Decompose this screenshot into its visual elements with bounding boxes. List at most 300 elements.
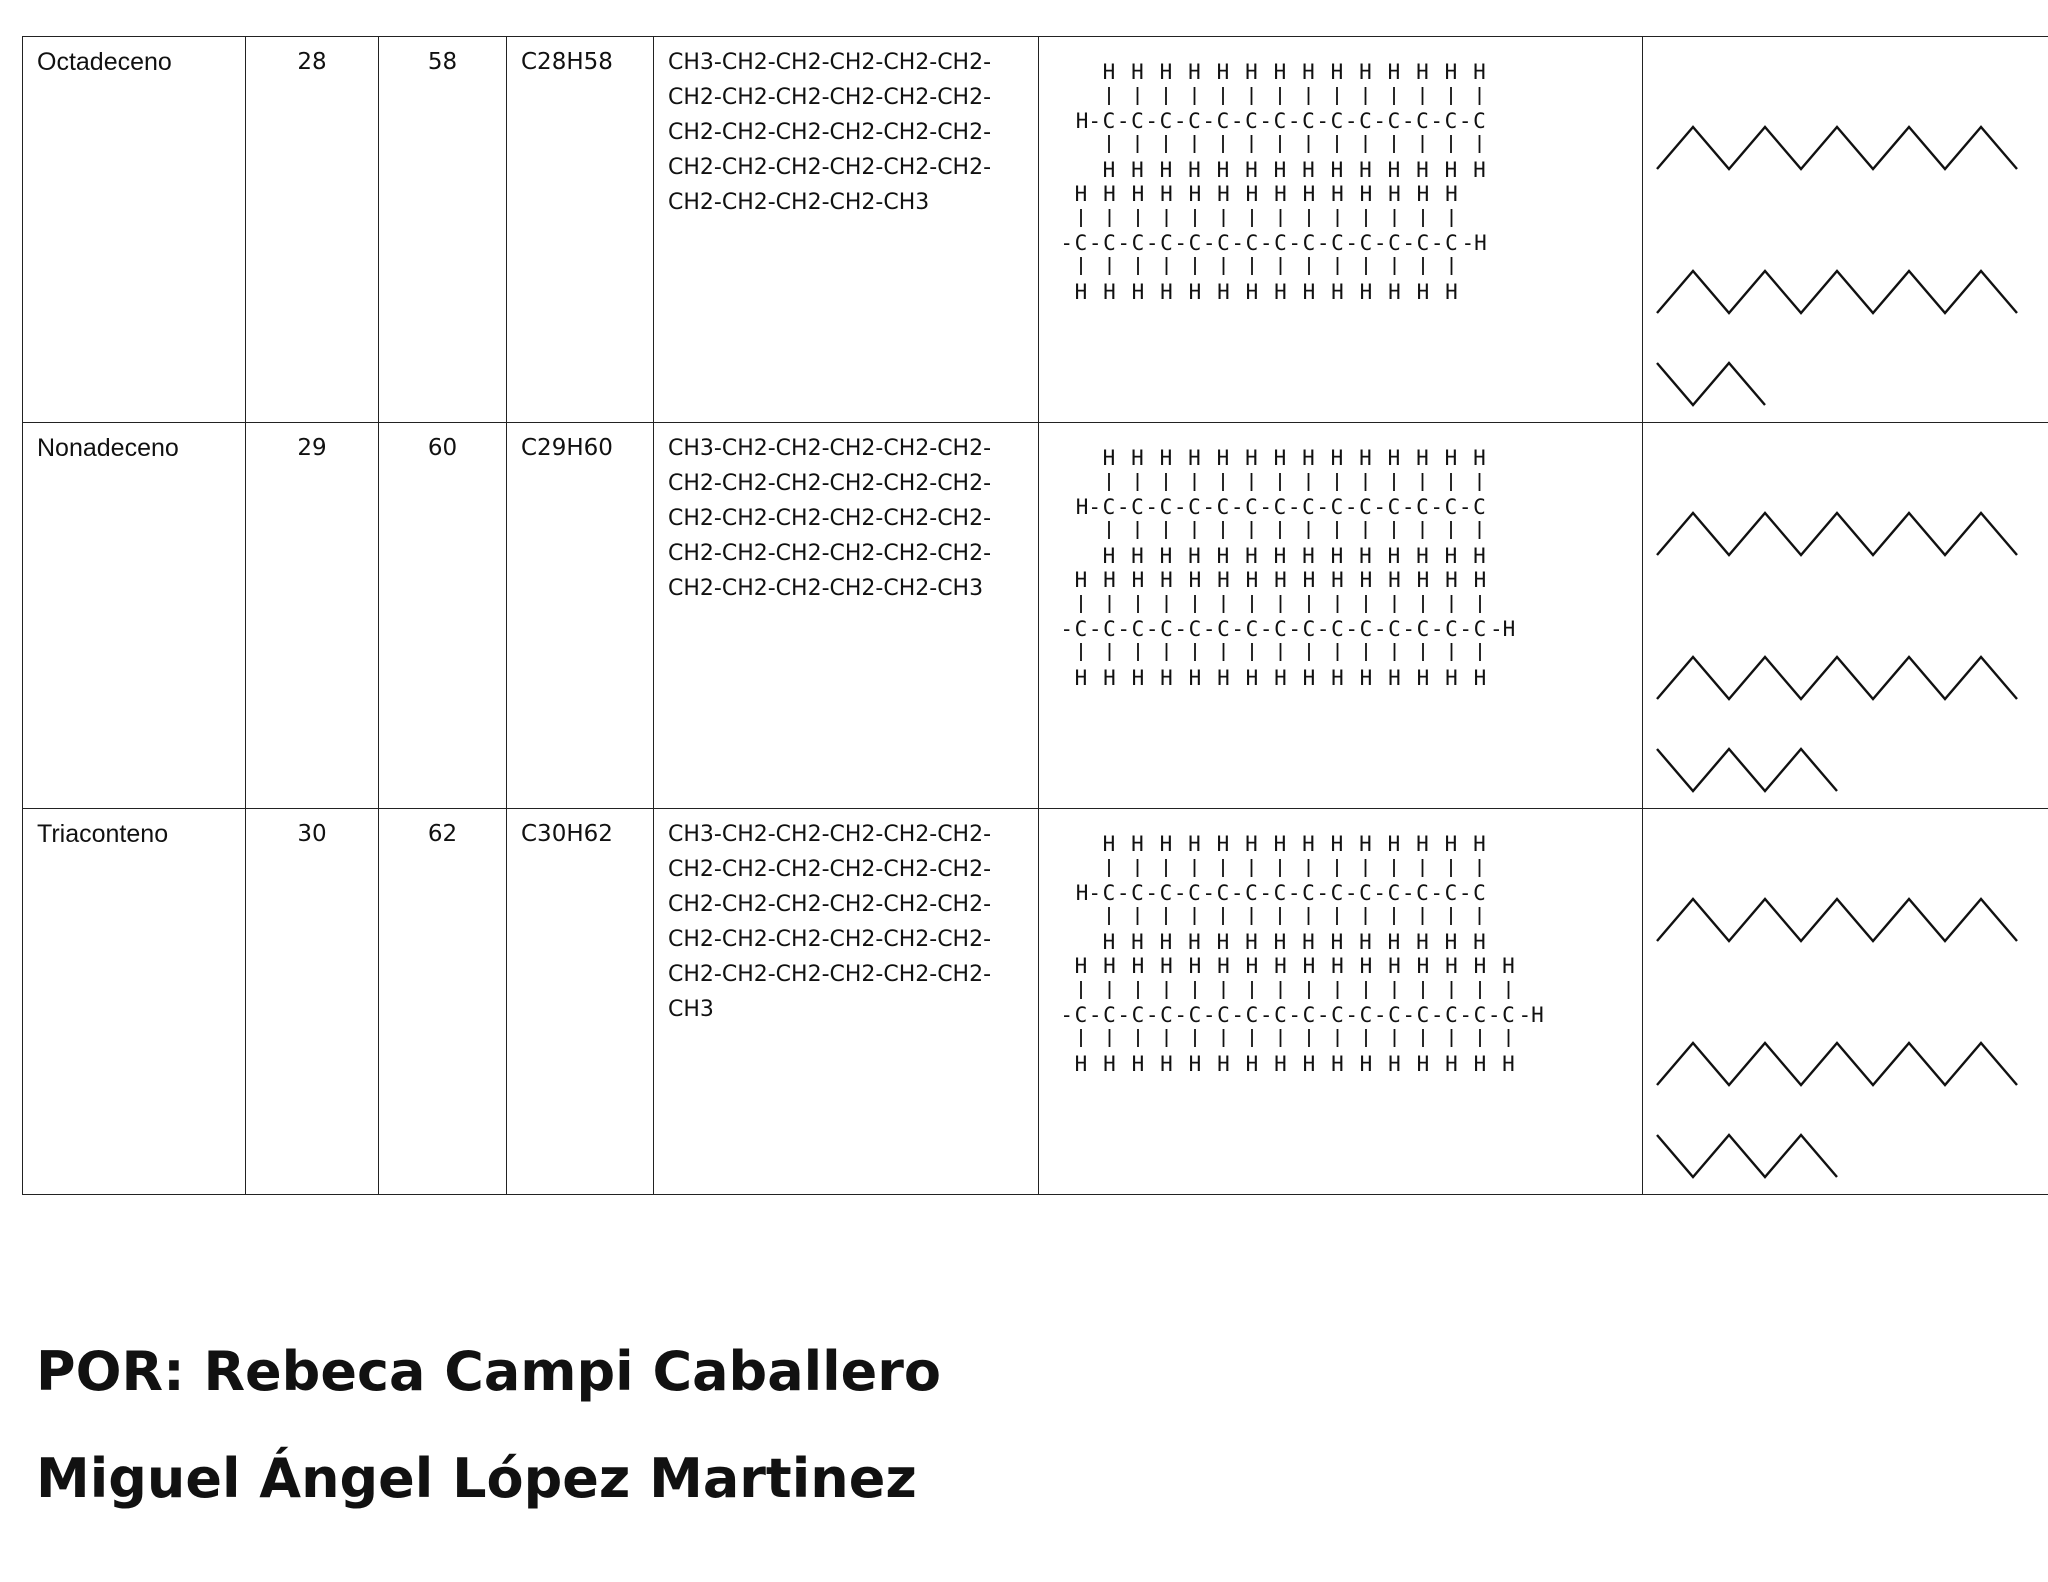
hydrogen-atom: H	[1160, 568, 1173, 592]
hydrogen-count: 62	[427, 821, 458, 847]
carbon-atom: C	[1103, 617, 1116, 641]
carbon-atom: C	[1387, 495, 1401, 519]
carbon-bond: -	[1316, 231, 1330, 255]
hydrogen-atom: H	[1131, 1052, 1145, 1076]
hydrogen-atom: H	[1302, 182, 1316, 206]
carbon-bond: -	[1174, 1003, 1188, 1027]
carbon-bond: -	[1230, 495, 1244, 519]
carbon-atom: C	[1131, 231, 1145, 255]
carbon-atom: C	[1216, 495, 1230, 519]
carbon-atom: C	[1330, 881, 1344, 905]
hydrogen-atom: H	[1416, 930, 1429, 954]
hydrogen-atom: H	[1331, 954, 1344, 978]
hydrogen-atom: H	[1245, 158, 1258, 182]
carbon-bond: -	[1459, 1003, 1473, 1027]
hydrogen-atom: H	[1273, 158, 1287, 182]
hydrogen-atom: H	[1216, 158, 1230, 182]
molecular-formula: C29H60	[521, 435, 613, 461]
hydrogen-atom: H	[1330, 930, 1344, 954]
table-row	[23, 423, 2048, 809]
carbon-bond: -	[1173, 495, 1187, 519]
condensed-formula-cell	[654, 37, 1039, 423]
carbon-atom: C	[1444, 109, 1458, 133]
carbon-bond: -	[1373, 495, 1387, 519]
carbon-count-cell	[246, 809, 379, 1195]
hydrogen-atom: H	[1302, 832, 1315, 856]
carbon-count-cell	[246, 37, 379, 423]
hydrogen-atom: H	[1444, 832, 1458, 856]
hydrogen-atom: H	[1445, 1052, 1458, 1076]
hydrogen-atom: H	[1216, 446, 1230, 470]
hydrogen-atom: H	[1216, 60, 1230, 84]
hydrogen-atom: H	[1388, 1052, 1401, 1076]
author-line-1: POR: Rebeca Campi Caballero	[36, 1340, 942, 1403]
bond-suffix: -H	[1518, 1003, 1544, 1027]
hydrogen-atom: H	[1159, 832, 1173, 856]
developed-formula-cell	[1039, 37, 1643, 423]
hydrocarbon-table	[22, 36, 2048, 1195]
hydrogen-atom: H	[1102, 832, 1116, 856]
hydrogen-atom: H	[1131, 930, 1144, 954]
carbon-atom: C	[1188, 495, 1201, 519]
hydrogen-atom: H	[1131, 446, 1144, 470]
hydrogen-atom: H	[1473, 1052, 1487, 1076]
hydrogen-atom: H	[1387, 158, 1401, 182]
carbon-bond: -	[1316, 1003, 1330, 1027]
hydrogen-atom: H	[1416, 954, 1430, 978]
hydrogen-atom: H	[1131, 832, 1144, 856]
carbon-atom: C	[1359, 881, 1372, 905]
hydrogen-atom: H	[1359, 832, 1372, 856]
hydrogen-atom: H	[1103, 1052, 1116, 1076]
carbon-atom: C	[1359, 231, 1373, 255]
hydrogen-atom: H	[1387, 832, 1401, 856]
carbon-bond: -	[1145, 617, 1159, 641]
hydrogen-count: 58	[427, 49, 458, 75]
hydrogen-atom: H	[1103, 280, 1116, 304]
carbon-bond: -	[1259, 109, 1273, 133]
carbon-atom: C	[1473, 617, 1487, 641]
developed-formula-cell	[1039, 809, 1643, 1195]
bond-suffix: -H	[1490, 617, 1516, 641]
carbon-bond: -	[1145, 231, 1159, 255]
hydrogen-atom: H	[1416, 832, 1429, 856]
skeletal-chain	[1657, 127, 2017, 169]
carbon-bond: -	[1458, 495, 1472, 519]
hydrogen-atom: H	[1330, 544, 1344, 568]
name-cell	[23, 423, 246, 809]
carbon-bond: -	[1116, 109, 1130, 133]
hydrogen-atom: H	[1274, 1052, 1287, 1076]
hydrogen-atom: H	[1388, 568, 1401, 592]
carbon-bond: -	[1430, 881, 1444, 905]
molecular-formula: C28H58	[521, 49, 613, 75]
hydrogen-atom: H	[1102, 60, 1116, 84]
hydrogen-atom: H	[1131, 60, 1144, 84]
carbon-atom: C	[1245, 881, 1258, 905]
carbon-count: 29	[297, 435, 327, 461]
carbon-atom: C	[1416, 881, 1429, 905]
hydrogen-atom: H	[1302, 60, 1315, 84]
carbon-atom: C	[1131, 495, 1144, 519]
carbon-atom: C	[1102, 109, 1116, 133]
hydrogen-atom: H	[1388, 666, 1401, 690]
hydrogen-atom: H	[1245, 666, 1259, 690]
carbon-atom: C	[1502, 1003, 1515, 1027]
carbon-bond: -	[1259, 881, 1273, 905]
carbon-bond: -	[1458, 109, 1472, 133]
hydrogen-atom: H	[1445, 568, 1458, 592]
hydrogen-atom: H	[1473, 568, 1487, 592]
hydrogen-atom: H	[1444, 930, 1458, 954]
bond-prefix: -	[1060, 231, 1073, 255]
carbon-bond: -	[1458, 881, 1472, 905]
skeletal-chain	[1657, 271, 2017, 313]
hydrogen-atom: H	[1330, 158, 1344, 182]
bond-prefix: H-	[1075, 495, 1101, 519]
hydrogen-atom: H	[1160, 666, 1173, 690]
carbon-atom: C	[1444, 495, 1458, 519]
carbon-bond: -	[1145, 1003, 1159, 1027]
carbon-bond: -	[1202, 109, 1216, 133]
carbon-bond: -	[1401, 109, 1415, 133]
hydrogen-atom: H	[1159, 446, 1173, 470]
carbon-count: 28	[297, 49, 327, 75]
carbon-atom: C	[1331, 617, 1344, 641]
hydrogen-atom: H	[1359, 666, 1373, 690]
hydrogen-atom: H	[1445, 954, 1458, 978]
carbon-atom: C	[1331, 1003, 1344, 1027]
hydrogen-atom: H	[1217, 182, 1230, 206]
carbon-atom: C	[1131, 1003, 1145, 1027]
carbon-bond: -	[1287, 109, 1301, 133]
carbon-atom: C	[1245, 495, 1258, 519]
hydrogen-atom: H	[1502, 954, 1515, 978]
hydrogen-atom: H	[1502, 1052, 1515, 1076]
carbon-atom: C	[1274, 1003, 1287, 1027]
carbon-atom: C	[1473, 1003, 1487, 1027]
hydrogen-atom: H	[1131, 280, 1145, 304]
hydrogen-atom: H	[1188, 446, 1201, 470]
carbon-count-cell	[246, 423, 379, 809]
carbon-atom: C	[1131, 109, 1144, 133]
hydrogen-atom: H	[1416, 666, 1430, 690]
hydrogen-atom: H	[1245, 60, 1258, 84]
carbon-bond: -	[1259, 495, 1273, 519]
condensed-formula: CH3-CH2-CH2-CH2-CH2-CH2- CH2-CH2-CH2-CH2-CH2-CH2- CH2-CH2-CH2-CH2-CH2-CH2- CH2-CH2-CH2-CH2-CH2-CH2- CH2-CH2-CH2-CH2-CH2-CH2- CH3	[668, 822, 992, 1022]
hydrogen-atom: H	[1444, 60, 1458, 84]
hydrogen-atom: H	[1273, 60, 1287, 84]
carbon-atom: C	[1273, 109, 1287, 133]
carbon-bond: -	[1145, 881, 1159, 905]
hydrogen-atom: H	[1416, 544, 1429, 568]
carbon-bond: -	[1230, 881, 1244, 905]
hydrogen-atom: H	[1131, 568, 1145, 592]
carbon-atom: C	[1188, 617, 1202, 641]
hydrogen-atom: H	[1245, 832, 1258, 856]
skeletal-formula-cell	[1643, 809, 2048, 1195]
carbon-bond: -	[1088, 617, 1102, 641]
hydrogen-atom: H	[1160, 280, 1173, 304]
hydrogen-atom: H	[1102, 158, 1116, 182]
hydrogen-atom: H	[1160, 1052, 1173, 1076]
carbon-bond: -	[1116, 881, 1130, 905]
carbon-atom: C	[1188, 881, 1201, 905]
hydrogen-atom: H	[1359, 446, 1372, 470]
hydrogen-atom: H	[1388, 182, 1401, 206]
developed-formula-cell	[1039, 423, 1643, 809]
carbon-atom: C	[1102, 495, 1116, 519]
hydrogen-atom: H	[1188, 544, 1201, 568]
hydrogen-atom: H	[1074, 568, 1088, 592]
molecular-formula-cell	[507, 809, 654, 1195]
skeletal-structure-diagram	[1643, 809, 2048, 1194]
carbon-atom: C	[1159, 109, 1173, 133]
carbon-bond: -	[1373, 617, 1387, 641]
carbon-atom: C	[1473, 495, 1486, 519]
condensed-formula: CH3-CH2-CH2-CH2-CH2-CH2- CH2-CH2-CH2-CH2-CH2-CH2- CH2-CH2-CH2-CH2-CH2-CH2- CH2-CH2-CH2-CH2-CH2-CH2- CH2-CH2-CH2-CH2-CH2-CH3	[668, 436, 992, 601]
carbon-atom: C	[1245, 1003, 1259, 1027]
hydrogen-atom: H	[1359, 954, 1373, 978]
carbon-bond: -	[1173, 109, 1187, 133]
carbon-bond: -	[1288, 617, 1302, 641]
carbon-bond: -	[1345, 231, 1359, 255]
carbon-bond: -	[1202, 617, 1216, 641]
carbon-bond: -	[1088, 1003, 1102, 1027]
carbon-bond: -	[1402, 231, 1416, 255]
carbon-bond: -	[1117, 1003, 1131, 1027]
condensed-formula-cell	[654, 809, 1039, 1195]
hydrogen-atom: H	[1473, 666, 1487, 690]
bond-prefix: -	[1060, 1003, 1073, 1027]
carbon-atom: C	[1302, 617, 1316, 641]
carbon-atom: C	[1245, 231, 1259, 255]
carbon-bond: -	[1316, 617, 1330, 641]
hydrogen-atom: H	[1188, 1052, 1202, 1076]
hydrogen-atom: H	[1273, 544, 1287, 568]
hydrogen-atom: H	[1131, 158, 1144, 182]
hydrogen-atom: H	[1188, 954, 1202, 978]
carbon-atom: C	[1274, 617, 1287, 641]
carbon-atom: C	[1160, 231, 1173, 255]
carbon-bond: -	[1174, 231, 1188, 255]
hydrogen-atom: H	[1473, 60, 1486, 84]
hydrogen-atom: H	[1188, 158, 1201, 182]
carbon-atom: C	[1273, 881, 1287, 905]
carbon-atom: C	[1103, 231, 1116, 255]
skeletal-chain	[1657, 657, 2017, 699]
carbon-atom: C	[1273, 495, 1287, 519]
carbon-atom: C	[1302, 495, 1315, 519]
carbon-atom: C	[1217, 231, 1230, 255]
carbon-bond: -	[1288, 231, 1302, 255]
carbon-bond: -	[1345, 617, 1359, 641]
hydrogen-atom: H	[1416, 280, 1430, 304]
hydrogen-atom: H	[1131, 666, 1145, 690]
carbon-atom: C	[1388, 231, 1401, 255]
skeletal-chain	[1657, 363, 1765, 405]
hydrogen-atom: H	[1274, 954, 1287, 978]
hydrogen-atom: H	[1416, 568, 1430, 592]
hydrogen-atom: H	[1302, 544, 1315, 568]
hydrogen-atom: H	[1074, 1052, 1088, 1076]
carbon-bond: -	[1316, 881, 1330, 905]
carbon-bond: -	[1430, 1003, 1444, 1027]
hydrogen-count-cell	[379, 423, 507, 809]
hydrogen-count-cell	[379, 809, 507, 1195]
carbon-atom: C	[1074, 231, 1088, 255]
table-row	[23, 37, 2048, 423]
hydrogen-atom: H	[1216, 930, 1230, 954]
carbon-atom: C	[1445, 231, 1458, 255]
condensed-formula: CH3-CH2-CH2-CH2-CH2-CH2- CH2-CH2-CH2-CH2-CH2-CH2- CH2-CH2-CH2-CH2-CH2-CH2- CH2-CH2-CH2-CH2-CH2-CH2- CH2-CH2-CH2-CH2-CH3	[668, 50, 992, 215]
carbon-bond: -	[1231, 1003, 1245, 1027]
hydrogen-count-cell	[379, 37, 507, 423]
hydrogen-atom: H	[1445, 666, 1458, 690]
carbon-bond: -	[1088, 231, 1102, 255]
hydrogen-atom: H	[1103, 182, 1116, 206]
carbon-bond: -	[1117, 617, 1131, 641]
hydrogen-atom: H	[1074, 954, 1088, 978]
hydrogen-atom: H	[1188, 832, 1201, 856]
hydrogen-atom: H	[1159, 60, 1173, 84]
hydrogen-atom: H	[1302, 446, 1315, 470]
carbon-atom: C	[1216, 109, 1230, 133]
carbon-atom: C	[1331, 231, 1344, 255]
skeletal-chain	[1657, 899, 2017, 941]
carbon-atom: C	[1330, 495, 1344, 519]
skeletal-structure-diagram	[1643, 37, 2048, 422]
carbon-atom: C	[1416, 1003, 1430, 1027]
hydrogen-atom: H	[1416, 182, 1430, 206]
carbon-atom: C	[1217, 1003, 1230, 1027]
carbon-bond: -	[1487, 1003, 1501, 1027]
carbon-atom: C	[1188, 1003, 1202, 1027]
hydrogen-atom: H	[1416, 1052, 1430, 1076]
hydrogen-atom: H	[1444, 446, 1458, 470]
developed-structure-diagram	[1039, 809, 1643, 1194]
carbon-atom: C	[1131, 617, 1145, 641]
hydrogen-atom: H	[1331, 568, 1344, 592]
bond-prefix: H-	[1075, 109, 1101, 133]
hydrogen-atom: H	[1273, 446, 1287, 470]
carbon-bond: -	[1117, 231, 1131, 255]
hydrogen-atom: H	[1416, 158, 1429, 182]
carbon-atom: C	[1188, 109, 1201, 133]
hydrogen-atom: H	[1359, 568, 1373, 592]
hydrogen-atom: H	[1188, 568, 1202, 592]
hydrogen-atom: H	[1216, 544, 1230, 568]
hydrogen-atom: H	[1103, 666, 1116, 690]
carbon-bond: -	[1430, 231, 1444, 255]
carbon-bond: -	[1373, 109, 1387, 133]
carbon-bond: -	[1401, 495, 1415, 519]
carbon-bond: -	[1316, 495, 1330, 519]
carbon-atom: C	[1159, 495, 1173, 519]
carbon-atom: C	[1159, 881, 1173, 905]
hydrogen-atom: H	[1445, 182, 1458, 206]
hydrogen-atom: H	[1473, 544, 1486, 568]
hydrogen-atom: H	[1160, 954, 1173, 978]
skeletal-formula-cell	[1643, 37, 2048, 423]
carbon-bond: -	[1373, 1003, 1387, 1027]
hydrogen-atom: H	[1331, 1052, 1344, 1076]
carbon-bond: -	[1373, 881, 1387, 905]
hydrogen-atom: H	[1330, 60, 1344, 84]
hydrogen-atom: H	[1245, 1052, 1259, 1076]
hydrogen-atom: H	[1473, 832, 1486, 856]
hydrogen-atom: H	[1302, 280, 1316, 304]
carbon-atom: C	[1387, 109, 1401, 133]
hydrogen-atom: H	[1245, 954, 1259, 978]
hydrogen-atom: H	[1273, 832, 1287, 856]
hydrogen-atom: H	[1359, 60, 1372, 84]
hydrogen-atom: H	[1330, 832, 1344, 856]
hydrogen-atom: H	[1359, 280, 1373, 304]
carbon-atom: C	[1131, 881, 1144, 905]
hydrogen-atom: H	[1188, 60, 1201, 84]
carbon-atom: C	[1416, 617, 1430, 641]
carbon-bond: -	[1231, 617, 1245, 641]
hydrogen-atom: H	[1473, 158, 1486, 182]
carbon-atom: C	[1473, 881, 1486, 905]
carbon-atom: C	[1302, 109, 1315, 133]
hydrogen-atom: H	[1074, 280, 1088, 304]
hydrogen-atom: H	[1387, 544, 1401, 568]
hydrogen-atom: H	[1302, 568, 1316, 592]
hydrogen-atom: H	[1217, 280, 1230, 304]
name-cell	[23, 809, 246, 1195]
skeletal-chain	[1657, 749, 1837, 791]
carbon-bond: -	[1344, 881, 1358, 905]
hydrogen-atom: H	[1359, 182, 1373, 206]
carbon-bond: -	[1344, 109, 1358, 133]
hydrogen-atom: H	[1473, 954, 1487, 978]
hydrogen-atom: H	[1388, 280, 1401, 304]
carbon-bond: -	[1430, 617, 1444, 641]
skeletal-formula-cell	[1643, 423, 2048, 809]
carbon-bond: -	[1230, 109, 1244, 133]
hydrogen-atom: H	[1217, 1052, 1230, 1076]
skeletal-chain	[1657, 1043, 2017, 1085]
hydrogen-atom: H	[1473, 446, 1486, 470]
hydrogen-atom: H	[1444, 544, 1458, 568]
hydrogen-atom: H	[1131, 544, 1144, 568]
hydrogen-atom: H	[1160, 182, 1173, 206]
hydrogen-atom: H	[1331, 182, 1344, 206]
hydrogen-atom: H	[1159, 930, 1173, 954]
hydrogen-atom: H	[1330, 446, 1344, 470]
hydrogen-atom: H	[1074, 182, 1088, 206]
carbon-bond: -	[1430, 495, 1444, 519]
hydrogen-atom: H	[1302, 158, 1315, 182]
skeletal-structure-diagram	[1643, 423, 2048, 808]
hydrogen-atom: H	[1387, 930, 1401, 954]
skeletal-chain	[1657, 513, 2017, 555]
carbon-bond: -	[1459, 617, 1473, 641]
hydrogen-atom: H	[1302, 954, 1316, 978]
carbon-atom: C	[1074, 1003, 1088, 1027]
hydrogen-atom: H	[1387, 60, 1401, 84]
hydrogen-atom: H	[1217, 954, 1230, 978]
carbon-bond: -	[1259, 617, 1273, 641]
carbon-atom: C	[1245, 617, 1259, 641]
carbon-bond: -	[1116, 495, 1130, 519]
hydrogen-atom: H	[1416, 446, 1429, 470]
hydrogen-atom: H	[1444, 158, 1458, 182]
carbon-bond: -	[1202, 495, 1216, 519]
carbon-atom: C	[1387, 881, 1401, 905]
